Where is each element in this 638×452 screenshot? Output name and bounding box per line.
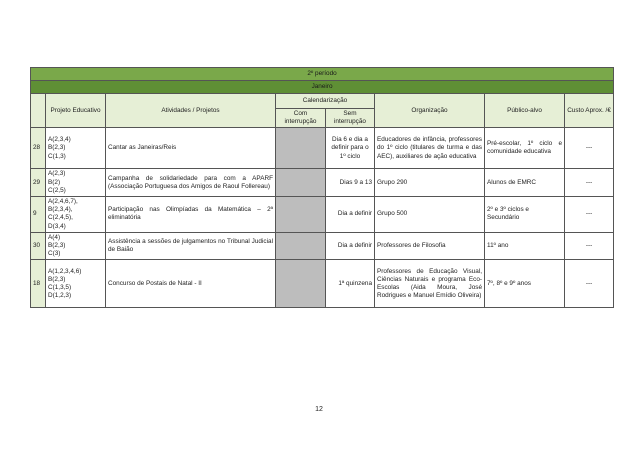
publico-cell: Alunos de EMRC [485, 169, 565, 197]
publico-cell: Pré-escolar, 1º ciclo e comunidade educativa [485, 128, 565, 169]
row-number: 29 [31, 169, 46, 197]
publico-cell: 2º e 3º ciclos e Secundário [485, 197, 565, 233]
com-interrupcao-header: Com interrupção [276, 109, 326, 128]
row-number: 30 [31, 232, 46, 260]
publico-cell: 11º ano [485, 232, 565, 260]
custo-cell: --- [565, 260, 614, 308]
custo-cell: --- [565, 128, 614, 169]
table-row [31, 232, 614, 260]
organizacao-cell: Professores de Filosofia [375, 232, 485, 260]
custo-header: Custo Aprox. /€ [565, 94, 614, 128]
page-number: 12 [315, 406, 323, 413]
projeto-cell: A(1,2,3,4,6) B(2,3) C(1,3,5) D(1,2,3) [46, 260, 106, 308]
row-number: 28 [31, 128, 46, 169]
organizacao-cell: Grupo 500 [375, 197, 485, 233]
com-interrupcao-cell [276, 260, 326, 308]
projeto-cell: A(2,3) B(2) C(2,5) [46, 169, 106, 197]
row-number: 9 [31, 197, 46, 233]
projeto-header: Projeto Educativo [46, 94, 106, 128]
organizacao-cell: Grupo 290 [375, 169, 485, 197]
calendarizacao-header: Calendarização [276, 94, 375, 109]
atividade-cell: Concurso de Postais de Natal - II [106, 260, 276, 308]
atividades-header: Atividades / Projetos [106, 94, 276, 128]
table-row [31, 260, 614, 308]
month-band: Janeiro [31, 81, 614, 94]
com-interrupcao-cell [276, 197, 326, 233]
activity-plan-table [30, 67, 613, 308]
com-interrupcao-cell [276, 128, 326, 169]
organizacao-header: Organização [375, 94, 485, 128]
table-row [31, 197, 614, 233]
sem-interrupcao-cell: Dias 9 a 13 [326, 169, 375, 197]
atividade-cell: Campanha de solidariedade para com a APARF (Associação Portuguesa dos Amigos de Raoul Follereau) [106, 169, 276, 197]
num-header-cell [31, 94, 46, 128]
table-row [31, 169, 614, 197]
custo-cell: --- [565, 169, 614, 197]
sem-interrupcao-cell: Dia 6 e dia a definir para o 1º ciclo [326, 128, 375, 169]
organizacao-cell: Professores de Educação Visual, Ciências Naturais e programa Eco-Escolas (Aida Moura, José Rodrigues e Manuel Emídio Oliveira) [375, 260, 485, 308]
custo-cell: --- [565, 197, 614, 233]
projeto-cell: A(2,4,6,7), B(2,3,4), C(2,4,5), D(3,4) [46, 197, 106, 233]
atividade-cell: Participação nas Olimpíadas da Matemática – 2ª eliminatória [106, 197, 276, 233]
com-interrupcao-cell [276, 232, 326, 260]
atividade-cell: Cantar as Janeiras/Reis [106, 128, 276, 169]
row-number: 18 [31, 260, 46, 308]
atividade-cell: Assistência a sessões de julgamentos no Tribunal Judicial de Baião [106, 232, 276, 260]
table-row [31, 128, 614, 169]
publico-header: Público-alvo [485, 94, 565, 128]
sem-interrupcao-cell: 1ª quinzena [326, 260, 375, 308]
period-band: 2º período [31, 68, 614, 81]
sem-interrupcao-header: Sem interrupção [326, 109, 375, 128]
projeto-cell: A(4) B(2,3) C(3) [46, 232, 106, 260]
projeto-cell: A(2,3,4) B(2,3) C(1,3) [46, 128, 106, 169]
sem-interrupcao-cell: Dia a definir [326, 197, 375, 233]
com-interrupcao-cell [276, 169, 326, 197]
organizacao-cell: Educadores de infância, professores do 1º ciclo (titulares de turma e das AEC), auxiliares de ação educativa [375, 128, 485, 169]
custo-cell: --- [565, 232, 614, 260]
publico-cell: 7º, 8º e 9º anos [485, 260, 565, 308]
sem-interrupcao-cell: Dia a definir [326, 232, 375, 260]
